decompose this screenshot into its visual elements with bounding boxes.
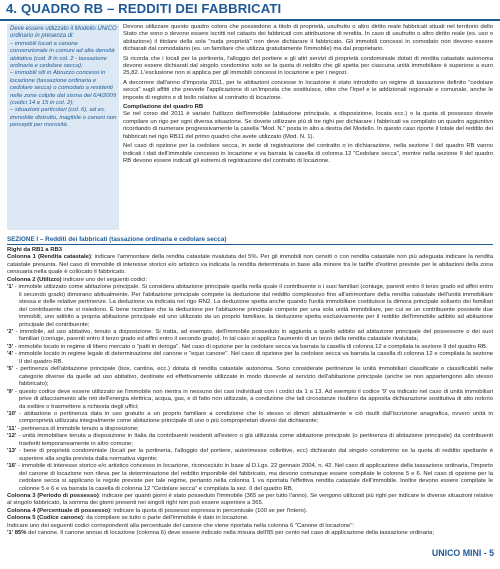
- intro-paragraph: Se nel corso del 2011 è variato l'utilizzo dell'immobile (abitazione principale, a disposizione, locata ecc.) o la quota di possesso dovete compilare un rigo per ogni diversa situazione. Se dovete utilizzare più di tre righi per dichiarare i fabbricati va compilato un quadro aggiuntivo ricordando di numerare progressivamente la casella "Mod. N." posta in alto a destra del Modello. In questo caso riporte il totale del reddito dei fabbricati nel rigo RB11 del primo quadro che avete utilizzato (Mod. N. 1).: [123, 111, 493, 140]
- col1-label: Colonna 1 (Rendita catastale): [7, 254, 91, 261]
- code-item: '9' - questo codice deve essere utilizzato se l'immobile non rientra in nessuno dei casi individuati con i codici da 1 a 13. Ad esempio il codice '9' va indicato nel caso di unità immobiliari prive di allacciamento alle reti dell'energia elettrica, acqua, gas, e di fatto non utilizzate, a condizione che tali circostanze risultino da apposita dichiarazione sostitutiva di atto notorio da esibire o trasmettere a richiesta degli uffici;: [7, 388, 493, 410]
- intro-paragraph: Devono utilizzare questo quadro coloro che possiedono a titolo di proprietà, usufrutto o altro diritto reale fabbricati situati nel territorio dello Stato che sono o devono essere iscritti nel catasto dei fabbricati con attribuzione di rendita. In caso di usufrutto o altro diritto reale (es. uso o abitazione) il titolare della sola "nuda proprietà" non deve dichiarare il fabbricato. Gli immobili concessi in comodato non devono essere dichiarati dal comodatario (es. un familiare che utilizza gratuitamente l'immobile) ma dal proprietario.: [123, 24, 493, 53]
- code-item: '10' - abitazione o pertinenza data in uso gratuito a un proprio familiare a condizione che lo stesso vi dimori abitualmente e ciò risulti dall'iscrizione anagrafica, ovvero unità in comproprietà utilizzata integralmente come abitazione principale di uno o più comproprietari diversi dal dichiarante;: [7, 410, 493, 425]
- righi-heading: Righi da RB1 a RB3: [7, 247, 62, 253]
- code-item: '4' - immobile locato in regime legale di determinazione del canone o "equo canone". Nel caso di opzione per la cedolare secca va barrata la casella di colonna 12 e compilata la sezione II del quadro RB.: [7, 351, 493, 365]
- page-title: 4. QUADRO RB – REDDITI DEI FABBRICATI: [6, 1, 282, 16]
- sidebar-item: – situazioni particolari (col. 6), ad es. immobile distrutto, inagibile o canoni non percepiti per morosità.: [10, 107, 117, 129]
- sidebar-heading: Deve essere utilizzato il Modello UNICO ordinario in presenza di:: [10, 26, 117, 40]
- sidebar-item: – immobili siti in Abruzzo concessi in locazione (tassazione ordinaria e cedolare secca) o comodato a residenti nelle zone colpite dal sisma del 6/4/2009 (codici 14 e 15 in col. 2);: [10, 70, 117, 107]
- code-item: '1' - immobile utilizzato come abitazione principale. Si considera abitazione principale quella nella quale il contribuente o i suoi familiari (coniuge, parenti entro il terzo grado ed affini entro il secondo grado) dimorano abitualmente. Per l'abitazione principale compete la deduzione dal reddito complessivo fino all'ammontare della rendita catastale dell'unità immobiliare stessa e delle relative pertinenze. La deduzione va indicata nel rigo RN2. La deduzione spetta anche quando l'unità immobiliare costituisce la dimora principale soltanto dei familiari del contribuente che vi risiedono. È bene ricordare che la deduzione per l'abitazione principale compete per una sola unità immobiliare, per cui se un contribuente possiede due immobili, uno adibito a propria abitazione principale ed uno utilizzato da un proprio familiare, la deduzione spetta esclusivamente per il reddito dell'immobile adibito ad abitazione principale del contribuente;: [7, 284, 493, 328]
- col2-paragraph: Colonna 2 (Utilizzo) indicare uno dei seguenti codici:: [7, 276, 148, 283]
- code-item: '5' - pertinenza dell'abitazione principale (box, cantina, ecc.) dotata di rendita catastale autonoma. Sono considerate pertinenze le unità immobiliari classificate o classificabili nelle categorie diverse da quelle ad uso abitativo, destinate ed effettivamente utilizzate in modo durevole al servizio dell'abitazione principale (anche se non appartengono allo stesso fabbricato);: [7, 366, 493, 388]
- col4-paragraph: Colonna 4 (Percentuale di possesso): indicare la quota di possesso espressa in percentuale (100 se per l'intero).: [7, 507, 308, 514]
- col5-extra: Indicare uno dei seguenti codici corrispondenti alla percentuale del canone che viene riportata nella colonna 6 "Canone di locazione":: [7, 522, 355, 529]
- intro-paragraph: A decorrere dall'anno d'imposta 2011, per le abitazioni concesse in locazione è stato introdotto un regime di tassazione definito "cedolare secca" sugli affitti che prevede l'applicazione di un'imposta che sostituisce, oltre che l'Irpef e le addizionali regionale e comunale, anche le imposte di registro e di bollo relative al contratto di locazione.: [123, 79, 493, 101]
- col3-label: Colonna 3 (Periodo di possesso): [7, 492, 99, 499]
- code-85-paragraph: '1' 85% del canone. Il canone annuo di locazione (colonna 6) deve essere indicato nella misura dell'85 per cento nel caso di applicazione della tassazione ordinaria;: [7, 530, 435, 537]
- intro-subheading: Compilazione del quadro RB: [123, 104, 204, 111]
- intro-text: [123, 24, 493, 167]
- col3-paragraph: Colonna 3 (Periodo di possesso): indicare per quanti giorni è stato posseduto l'immobile (365 se per tutto l'anno). Se vengono utilizzati più righi per indicare le diverse situazioni relative al singolo fabbricato, la somma dei giorni presenti nei singoli righi non può essere superiore a 365.: [7, 492, 493, 507]
- code-item: '3' - immobile locato in regime di libero mercato o "patti in deroga". Nel caso di opzione per la cedolare secca va barrata la casella di colonna 12 e compilata la sezione II del quadro RB.: [7, 343, 488, 350]
- intro-paragraph: Si ricorda che i locali per la portineria, l'alloggio del portiere e gli altri servizi di proprietà condominiale dotati di rendita catastale autonoma devono essere dichiarati dal singolo condomino solo se la quota di reddito che gli spetta per ciascuna unità immobiliare è superiore a euro 25,82. L'esclusione non si applica per gli immobili concessi in locazione e per i negozi.: [123, 55, 493, 77]
- sidebar-note-box: [7, 24, 119, 230]
- section-heading: SEZIONE I – Redditi dei fabbricati (tassazione ordinaria e cedolare secca): [7, 236, 227, 243]
- section-body: [7, 247, 493, 538]
- title-rule: [0, 19, 500, 21]
- code-item: '13' - bene di proprietà condominiale (locali per la portineria, l'alloggio del portiere, autorimesse collettive, ecc) dichiarato dal singolo condomino se la quota di reddito spettante è superiore alla soglia prevista dalla normativa vigente;: [7, 448, 493, 462]
- code-item: '11' - pertinenza di immobile tenuto a disposizione;: [7, 425, 139, 432]
- section-rule: [7, 244, 493, 245]
- page-footer: UNICO MINI - 5: [431, 548, 494, 558]
- code-item: '2' - immobile, ad uso abitativo, tenuto a disposizione. Si tratta, ad esempio, dell'immobile posseduto in aggiunta a quello adibito ad abitazione principale del possessore o dei suoi familiari (coniuge, parenti entro il terzo grado ed affini entro il secondo grado). In tal caso si applica l'aumento di un terzo della rendita catastale rivalutata;: [7, 328, 493, 343]
- code-85-label: '1' 85%: [7, 530, 27, 537]
- code-item: '12' - unità immobiliare tenuta a disposizione in Italia da contribuenti residenti all'estero o già utilizzata come abitazione principale (o pertinenza di abitazione principale) da contribuenti trasferiti temporaneamente in altro comune;: [7, 433, 493, 447]
- col5-label: Colonna 5 (Codice canone): [7, 515, 83, 522]
- col5-paragraph: Colonna 5 (Codice canone): da compilare se tutto o parte dell'immobile è dato in locazione.: [7, 515, 249, 522]
- page-title-bar: [0, 0, 500, 20]
- code-item: '16' - immobile di interesse storico e/o artistico concesso in locazione, riconosciuto in base al D.Lgs. 22 gennaio 2004, n. 42. Nel caso di applicazione della tassazione ordinaria, l'importo del canone di locazione non rileva per la determinazione del reddito imponibile del fabbricato, ma devono comunque essere compilate le colonne 5 e 6. Nel caso di opzione per la cedolare secca si applicano le regole previste per tale regime, pertanto nella colonna 1 va riportata l'effettiva rendita catastale dell'immobile. Inoltre devono essere compilate le colonne 5 e 6 e va barrata la casella di colonna 12 "Cedolare secca" e compilata la sez. II del quadro RB.: [7, 463, 493, 492]
- col4-label: Colonna 4 (Percentuale di possesso): [7, 507, 111, 514]
- col1-paragraph: Colonna 1 (Rendita catastale): indicare l'ammontare della rendita catastale rivalutata del 5%. Per gli immobili non censiti o con rendita catastale non più adeguata indicare la rendita catastale presunta. Nel caso di immobile di interesse storico e/o artistico va indicata la rendita determinata in base alla minore tra le tariffe d'estimo previste per le abitazioni della zona censuaria nella quale è collocato il fabbricato.: [7, 254, 493, 276]
- col2-label: Colonna 2 (Utilizzo): [7, 276, 62, 283]
- sidebar-item: – immobili locati a canone convenzionale in comuni ad alta densità abitativa (cod. 8 in col. 2 - tassazione ordinaria e cedolare secca);: [10, 40, 115, 70]
- intro-paragraph: Nel caso di opzione per la cedolare secca, in sede di registrazione del contratto o in dichiarazione, nella sezione I del quadro RB vanno indicati i dati dell'immobile concesso in locazione e va barrata la casella di colonna 12 "Cedolare secca", mentre nella sezione II del quadro RB devono essere indicati gli estremi di registrazione del contratto di locazione.: [123, 143, 493, 164]
